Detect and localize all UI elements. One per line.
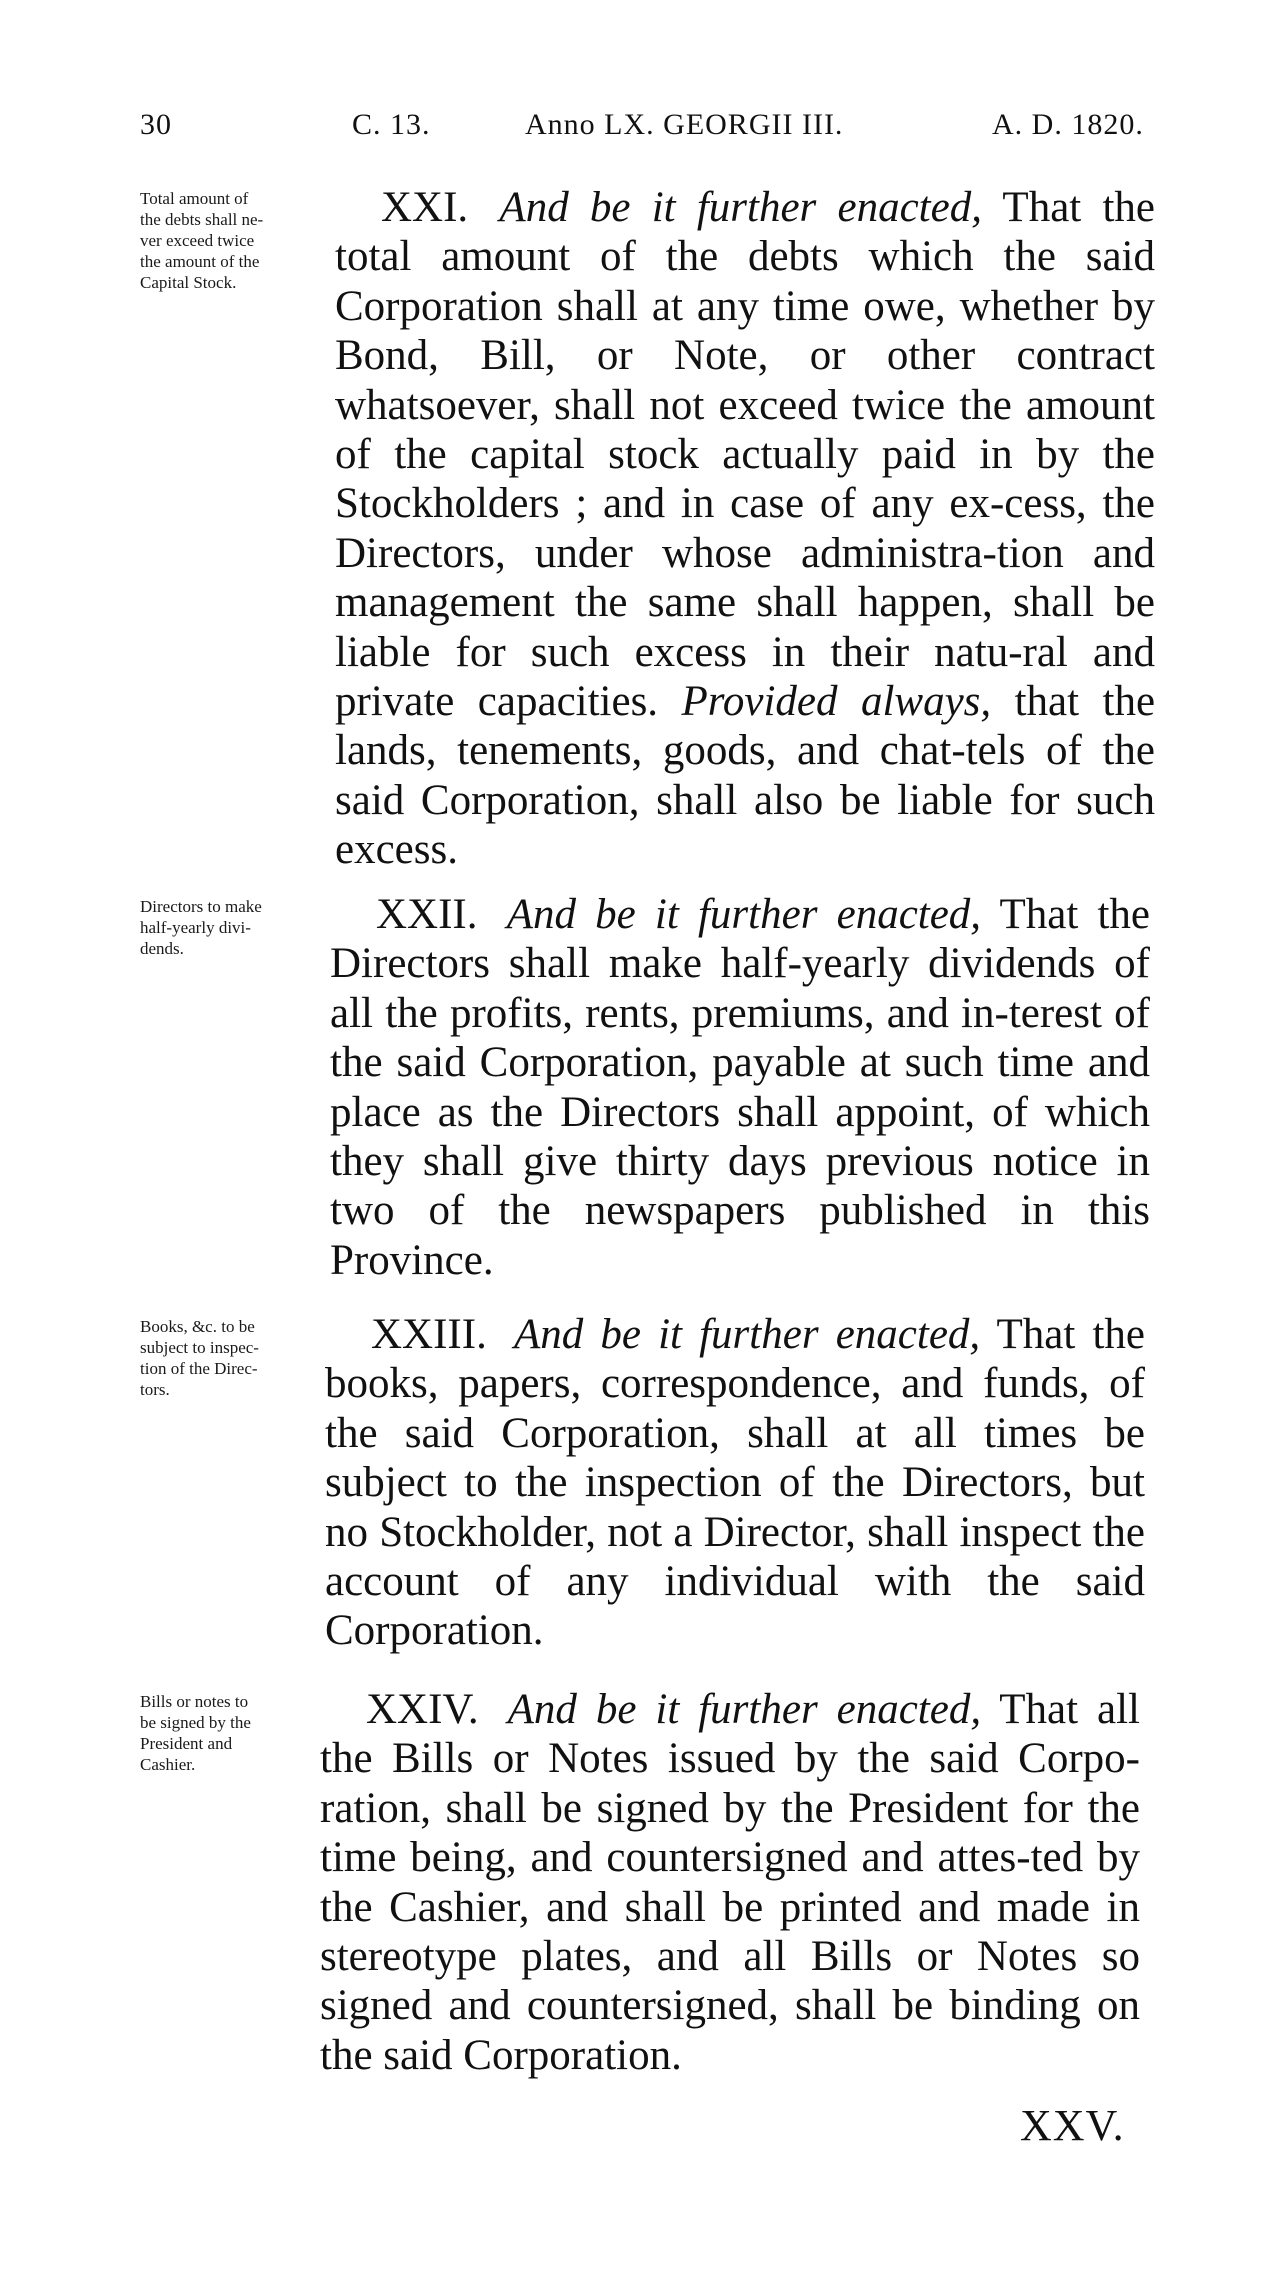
- section-body-xxiii: [325, 1310, 1145, 1656]
- sidenote-xxii: Directors to make half-yearly divi- dends.: [140, 897, 262, 958]
- section-body-xxi: [335, 183, 1155, 875]
- section-text: That the total amount of the debts which the said Corporation shall at any time owe, whether by Bond, Bill, or Note, or other contract whatsoever, shall not exceed twice the amount of the capital stock actually paid in by the Stockholders ; and in case of any ex-cess, the Directors, under whose administra-tion and management the same shall happen, shall be liable for such excess in their natu-ral and private capacities.: [335, 184, 1155, 726]
- section-number: XXI.: [381, 184, 469, 231]
- section-text: That the Directors shall make half-yearly dividends of all the profits, rents, premiums, and in-terest of the said Corporation, payable at such time and place as the Directors shall appoint, of which they shall give thirty days previous notice in two of the newspapers published in this Province.: [330, 891, 1150, 1284]
- section-body-xxiv: [320, 1685, 1140, 2080]
- section-number: XXIV.: [366, 1686, 479, 1733]
- catchword: XXV.: [1020, 2101, 1125, 2150]
- regnal-year: Anno LX. GEORGII III.: [525, 108, 844, 141]
- enacting-clause: And be it further enacted,: [507, 1686, 982, 1733]
- section-text: That all the Bills or Notes issued by the said Corpo-ration, shall be signed by the President for the time being, and countersigned and attes-ted by the Cashier, and shall be printed and made in stereotype plates, and all Bills or Notes so signed and countersigned, shall be binding on the said Corporation.: [320, 1686, 1140, 2079]
- proviso-clause: Provided always,: [681, 678, 992, 726]
- enacting-clause: And be it further enacted,: [499, 184, 982, 231]
- section-text-continued: that the lands, tenements, goods, and chat-tels of the said Corporation, shall also be liable for such excess.: [335, 678, 1156, 874]
- section-number: XXII.: [376, 891, 478, 938]
- section-number: XXIII.: [371, 1311, 487, 1358]
- calendar-year: A. D. 1820.: [992, 108, 1144, 141]
- section-body-xxii: [330, 890, 1150, 1285]
- page-number: 30: [140, 108, 172, 141]
- running-head: [140, 108, 1144, 148]
- sidenote-xxiv: Bills or notes to be signed by the President and Cashier.: [140, 1692, 251, 1774]
- chapter-reference: C. 13.: [352, 108, 431, 141]
- sidenote-xxi: Total amount of the debts shall ne- ver exceed twice the amount of the Capital Stock.: [140, 189, 264, 292]
- section-text: That the books, papers, correspondence, and funds, of the said Corporation, shall at all times be subject to the inspection of the Directors, but no Stockholder, not a Director, shall inspect the account of any individual with the said Corporation.: [325, 1311, 1145, 1655]
- enacting-clause: And be it further enacted,: [513, 1311, 981, 1358]
- sidenote-xxiii: Books, &c. to be subject to inspec- tion of the Direc- tors.: [140, 1317, 259, 1399]
- enacting-clause: And be it further enacted,: [506, 891, 982, 938]
